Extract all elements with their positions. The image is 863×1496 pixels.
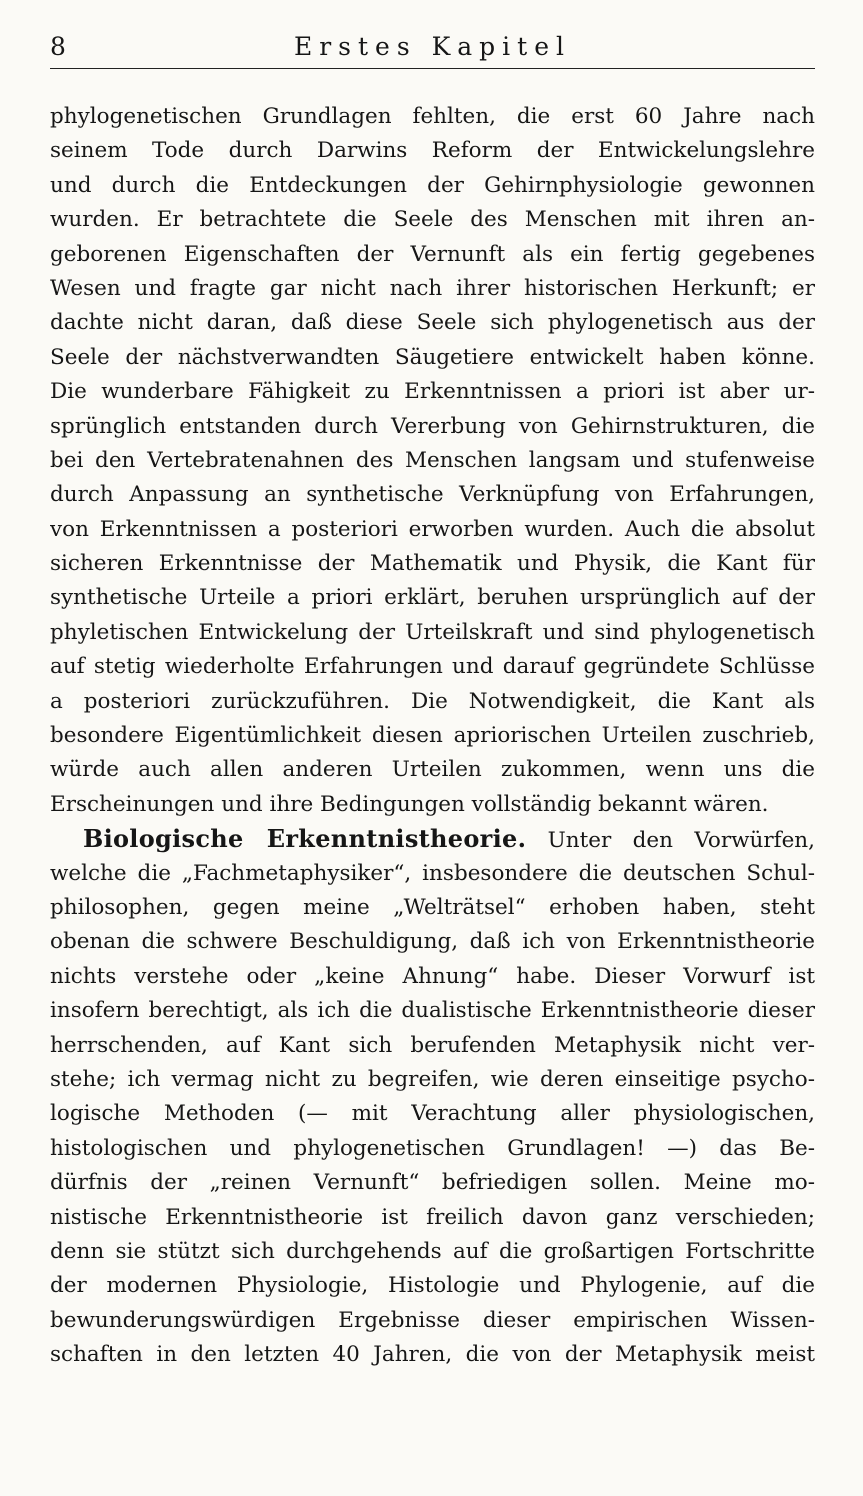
paragraph-1 — [50, 100, 815, 822]
text-line — [50, 822, 815, 856]
text-line: bei den Vertebratenahnen des Menschen langsam und stufenweise — [50, 447, 815, 473]
text-line: nistische Erkenntnistheorie ist freilich davon ganz verschieden; — [50, 1204, 815, 1230]
body-text — [50, 100, 815, 1372]
text-line: philosophen, gegen meine „Welträtsel“ erhoben haben, steht — [50, 894, 815, 920]
text-line: welche die „Fachmetaphysiker“, insbesondere die deutschen Schul- — [50, 860, 815, 886]
text-line: a posteriori zurückzuführen. Die Notwendigkeit, die Kant als — [50, 688, 815, 714]
text-line: dachte nicht daran, daß diese Seele sich phylogenetisch aus der — [50, 310, 815, 336]
text-line: insofern berechtigt, als ich die dualistische Erkenntnistheorie dieser — [50, 998, 815, 1024]
text-line: durch Anpassung an synthetische Verknüpfung von Erfahrungen, — [50, 482, 815, 508]
text-line: phylogenetischen Grundlagen fehlten, die erst 60 Jahre nach — [50, 104, 815, 129]
text-line: sicheren Erkenntnisse der Mathematik und Physik, die Kant für — [50, 551, 815, 577]
text-line: der modernen Physiologie, Histologie und Phylogenie, auf die — [50, 1273, 815, 1299]
text-line: Seele der nächstverwandten Säugetiere entwickelt haben könne. — [50, 344, 815, 370]
text-line: schaften in den letzten 40 Jahren, die von der Metaphysik meist — [50, 1342, 815, 1368]
text-line: geborenen Eigenschaften der Vernunft als ein fertig gegebenes — [50, 241, 815, 267]
text-line: dürfnis der „reinen Vernunft“ befriedigen sollen. Meine mo- — [50, 1170, 815, 1196]
text-line: auf stetig wiederholte Erfahrungen und darauf gegründete Schlüsse — [50, 654, 815, 680]
text-line: nichts verstehe oder „keine Ahnung“ habe. Dieser Vorwurf ist — [50, 963, 815, 989]
text-line: wurden. Er betrachtete die Seele des Menschen mit ihren an- — [50, 207, 815, 233]
text-line: histologischen und phylogenetischen Grundlagen! —) das Be- — [50, 1135, 815, 1161]
text-line-rest: Unter den Vorwürfen, — [547, 828, 815, 854]
text-line: phyletischen Entwickelung der Urteilskraft und sind phylogenetisch — [50, 619, 815, 645]
page-header — [50, 30, 815, 69]
text-line: obenan die schwere Beschuldigung, daß ich von Erkenntnistheorie — [50, 929, 815, 955]
page-number: 8 — [50, 32, 66, 61]
text-line: Wesen und fragte gar nicht nach ihrer historischen Herkunft; er — [50, 275, 815, 301]
text-line: synthetische Urteile a priori erklärt, beruhen ursprünglich auf der — [50, 585, 815, 611]
running-head: Erstes Kapitel — [293, 32, 572, 61]
text-line: sprünglich entstanden durch Vererbung von Gehirnstrukturen, die — [50, 413, 815, 439]
text-line: besondere Eigentümlichkeit diesen apriorischen Urteilen zuschrieb, — [50, 723, 815, 749]
text-line: Die wunderbare Fähigkeit zu Erkenntnissen a priori ist aber ur- — [50, 379, 815, 405]
text-line: denn sie stützt sich durchgehends auf die großartigen Fortschritte — [50, 1238, 815, 1264]
text-line: und durch die Entdeckungen der Gehirnphysiologie gewonnen — [50, 172, 815, 198]
text-line: seinem Tode durch Darwins Reform der Entwickelungslehre — [50, 138, 815, 164]
text-line: bewunderungswürdigen Ergebnisse dieser empirischen Wissen- — [50, 1307, 815, 1333]
text-line: logische Methoden (— mit Verachtung aller physiologischen, — [50, 1101, 815, 1127]
paragraph-2 — [50, 822, 815, 1372]
text-line: von Erkenntnissen a posteriori erworben wurden. Auch die absolut — [50, 516, 815, 542]
text-line: herrschenden, auf Kant sich berufenden Metaphysik nicht ver- — [50, 1032, 815, 1058]
section-heading: Biologische Erkenntnistheorie. — [83, 824, 527, 854]
text-line: Erscheinungen und ihre Bedingungen vollständig bekannt wären. — [50, 791, 769, 817]
text-line: würde auch allen anderen Urteilen zukommen, wenn uns die — [50, 757, 815, 783]
text-line: stehe; ich vermag nicht zu begreifen, wie deren einseitige psycho- — [50, 1066, 815, 1092]
